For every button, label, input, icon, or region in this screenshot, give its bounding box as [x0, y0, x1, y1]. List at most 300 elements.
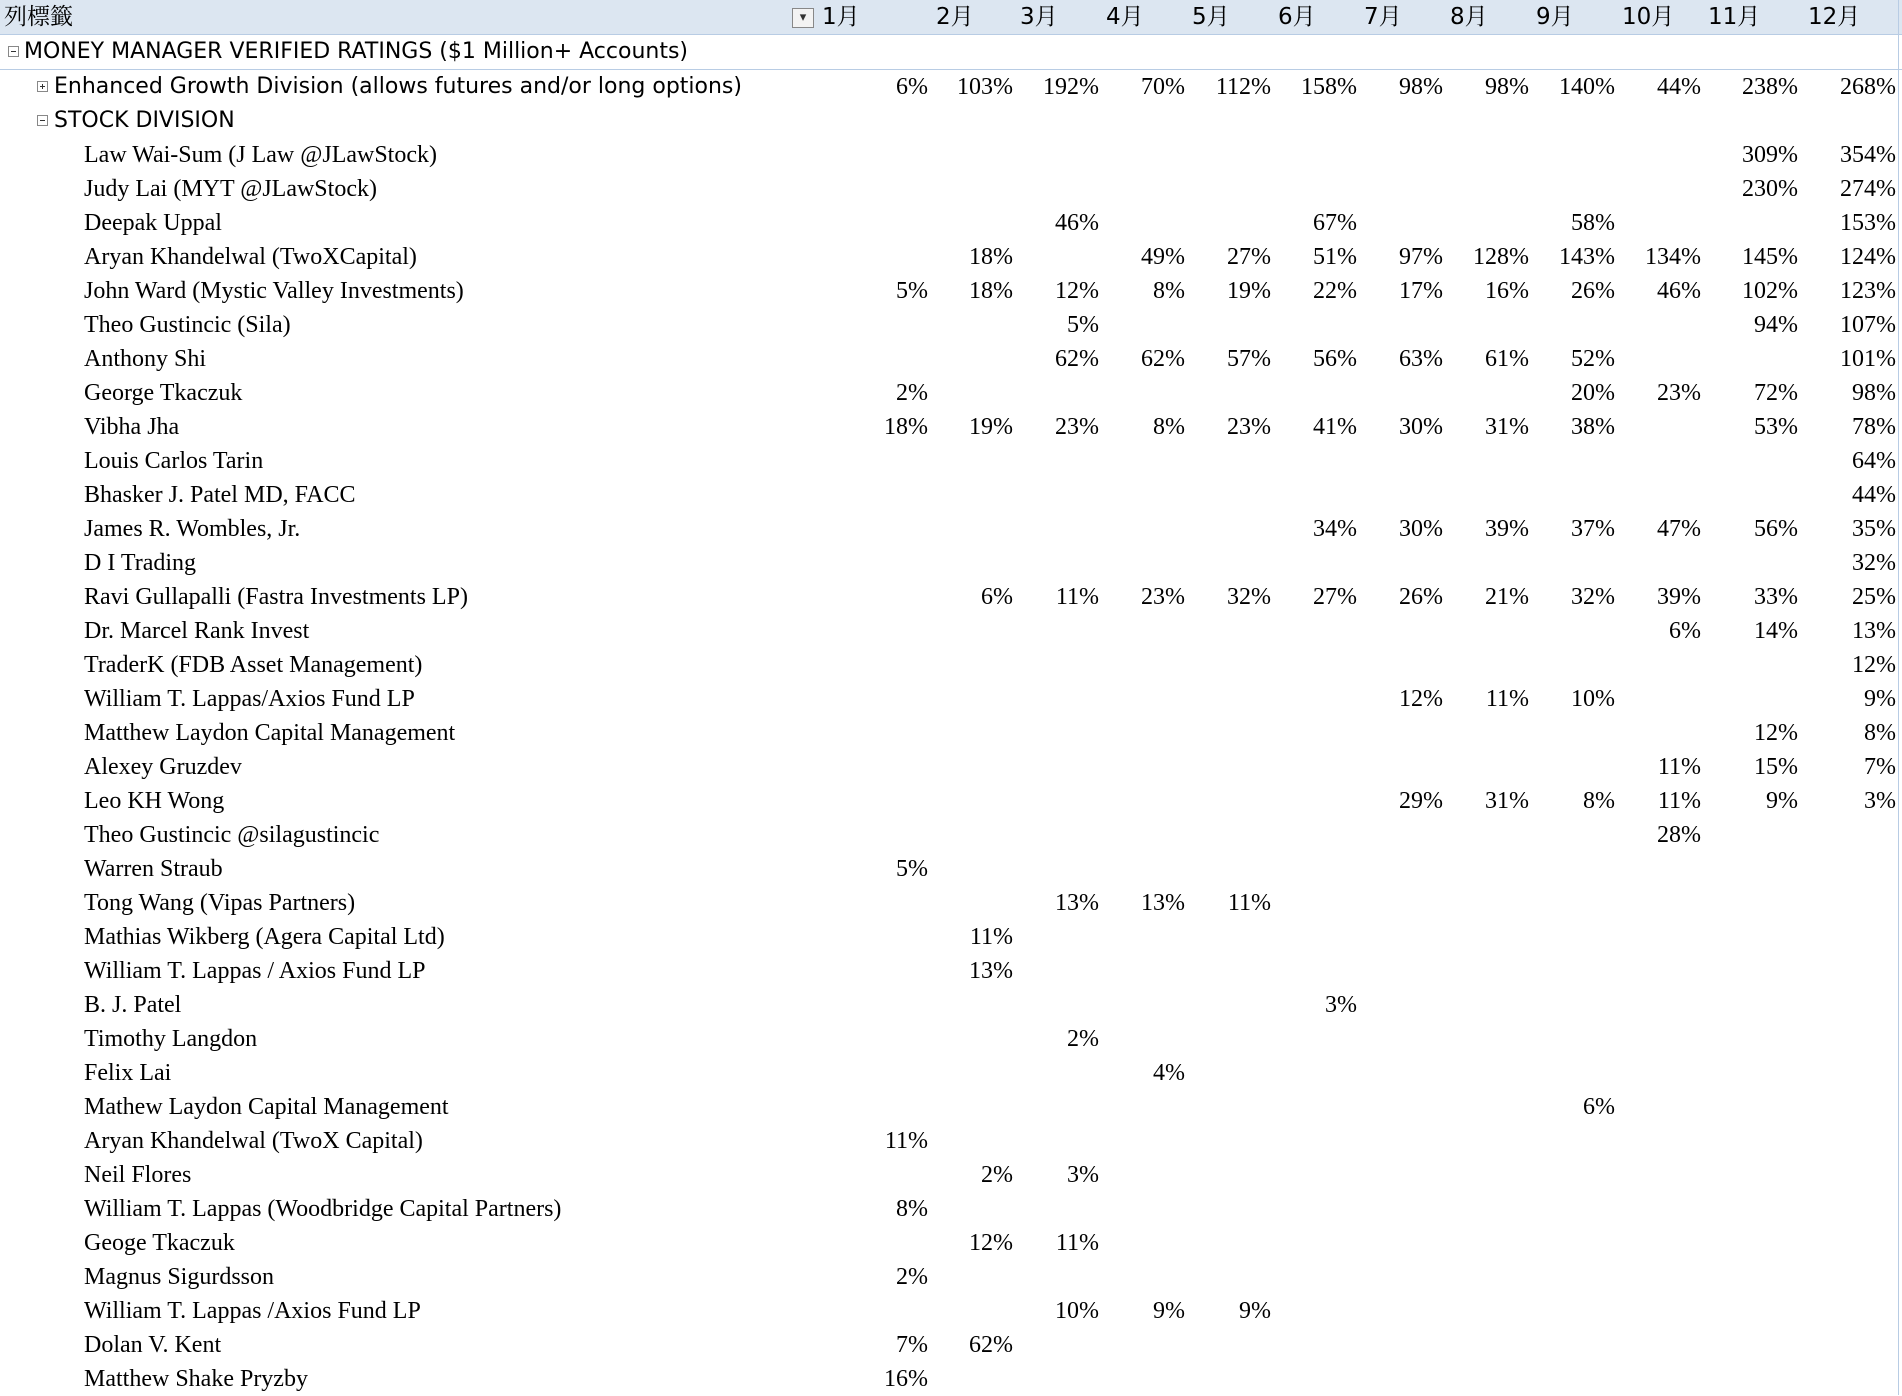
- value-cell[interactable]: [1101, 444, 1185, 478]
- value-cell[interactable]: 34%: [1313, 516, 1357, 542]
- value-cell[interactable]: [1359, 1294, 1443, 1328]
- value-cell[interactable]: [1273, 1226, 1357, 1260]
- value-cell[interactable]: [1015, 784, 1099, 818]
- value-cell[interactable]: [929, 444, 1013, 478]
- value-cell[interactable]: [1101, 546, 1185, 580]
- value-cell[interactable]: [1714, 1022, 1798, 1056]
- value-cell[interactable]: [844, 818, 928, 852]
- value-cell[interactable]: [1617, 1124, 1701, 1158]
- value-cell[interactable]: [1101, 1328, 1185, 1362]
- value-cell[interactable]: [1531, 818, 1615, 852]
- value-cell[interactable]: [1015, 1056, 1099, 1090]
- value-cell[interactable]: [1273, 818, 1357, 852]
- value-cell[interactable]: [1273, 954, 1357, 988]
- value-cell[interactable]: 19%: [969, 414, 1013, 440]
- value-cell[interactable]: 23%: [1657, 380, 1701, 406]
- value-cell[interactable]: [929, 172, 1013, 206]
- value-cell[interactable]: 16%: [884, 1366, 928, 1392]
- value-cell[interactable]: 12%: [1399, 686, 1443, 712]
- value-cell[interactable]: 41%: [1313, 414, 1357, 440]
- value-cell[interactable]: [844, 240, 928, 274]
- value-cell[interactable]: [1445, 648, 1529, 682]
- value-cell[interactable]: [1359, 1124, 1443, 1158]
- value-cell[interactable]: [1101, 376, 1185, 410]
- value-cell[interactable]: [1101, 716, 1185, 750]
- value-cell[interactable]: 38%: [1571, 414, 1615, 440]
- value-cell[interactable]: [1359, 1090, 1443, 1124]
- value-cell[interactable]: 13%: [1852, 618, 1896, 644]
- value-cell[interactable]: [1101, 138, 1185, 172]
- value-cell[interactable]: [1812, 886, 1896, 920]
- value-cell[interactable]: 2%: [981, 1162, 1013, 1188]
- value-cell[interactable]: [1617, 716, 1701, 750]
- value-cell[interactable]: [1273, 444, 1357, 478]
- value-cell[interactable]: [1531, 1362, 1615, 1396]
- value-cell[interactable]: [1101, 1226, 1185, 1260]
- value-cell[interactable]: [1015, 818, 1099, 852]
- value-cell[interactable]: [1101, 1090, 1185, 1124]
- value-cell[interactable]: [1273, 308, 1357, 342]
- value-cell[interactable]: [1445, 1124, 1529, 1158]
- value-cell[interactable]: [1531, 716, 1615, 750]
- value-cell[interactable]: [1015, 1362, 1099, 1396]
- value-cell[interactable]: [1812, 1022, 1896, 1056]
- value-cell[interactable]: 4%: [1153, 1060, 1185, 1086]
- value-cell[interactable]: [1617, 546, 1701, 580]
- value-cell[interactable]: [1187, 512, 1271, 546]
- value-cell[interactable]: [1359, 954, 1443, 988]
- value-cell[interactable]: [929, 784, 1013, 818]
- value-cell[interactable]: [1617, 886, 1701, 920]
- value-cell[interactable]: [929, 308, 1013, 342]
- value-cell[interactable]: [844, 172, 928, 206]
- value-cell[interactable]: 11%: [969, 924, 1013, 950]
- value-cell[interactable]: 13%: [969, 958, 1013, 984]
- value-cell[interactable]: 5%: [896, 856, 928, 882]
- value-cell[interactable]: [1359, 988, 1443, 1022]
- value-cell[interactable]: 140%: [1559, 74, 1615, 100]
- value-cell[interactable]: 3%: [1325, 992, 1357, 1018]
- value-cell[interactable]: [1531, 478, 1615, 512]
- value-cell[interactable]: [1812, 1056, 1896, 1090]
- value-cell[interactable]: [844, 512, 928, 546]
- value-cell[interactable]: 8%: [1583, 788, 1615, 814]
- value-cell[interactable]: [1273, 682, 1357, 716]
- value-cell[interactable]: [1617, 1158, 1701, 1192]
- value-cell[interactable]: 6%: [1669, 618, 1701, 644]
- value-cell[interactable]: 9%: [1766, 788, 1798, 814]
- value-cell[interactable]: [844, 1158, 928, 1192]
- value-cell[interactable]: [1359, 750, 1443, 784]
- value-cell[interactable]: 143%: [1559, 244, 1615, 270]
- value-cell[interactable]: [1714, 206, 1798, 240]
- value-cell[interactable]: [1617, 206, 1701, 240]
- value-cell[interactable]: [1273, 1192, 1357, 1226]
- month-header-2[interactable]: 2月: [936, 4, 974, 30]
- value-cell[interactable]: 6%: [1583, 1094, 1615, 1120]
- value-cell[interactable]: [1445, 886, 1529, 920]
- value-cell[interactable]: 33%: [1754, 584, 1798, 610]
- value-cell[interactable]: [1617, 920, 1701, 954]
- value-cell[interactable]: [1445, 1192, 1529, 1226]
- value-cell[interactable]: [1273, 1294, 1357, 1328]
- value-cell[interactable]: 30%: [1399, 414, 1443, 440]
- value-cell[interactable]: [844, 886, 928, 920]
- value-cell[interactable]: [1531, 852, 1615, 886]
- value-cell[interactable]: [1273, 716, 1357, 750]
- value-cell[interactable]: 98%: [1399, 74, 1443, 100]
- value-cell[interactable]: [1617, 1226, 1701, 1260]
- value-cell[interactable]: 16%: [1485, 278, 1529, 304]
- value-cell[interactable]: [1015, 920, 1099, 954]
- value-cell[interactable]: [929, 1192, 1013, 1226]
- value-cell[interactable]: [1273, 546, 1357, 580]
- value-cell[interactable]: [1445, 478, 1529, 512]
- value-cell[interactable]: [1359, 818, 1443, 852]
- value-cell[interactable]: 11%: [884, 1128, 928, 1154]
- value-cell[interactable]: [1445, 308, 1529, 342]
- value-cell[interactable]: 17%: [1399, 278, 1443, 304]
- value-cell[interactable]: [1812, 954, 1896, 988]
- value-cell[interactable]: [1531, 546, 1615, 580]
- value-cell[interactable]: [844, 716, 928, 750]
- value-cell[interactable]: [929, 1294, 1013, 1328]
- value-cell[interactable]: 11%: [1657, 788, 1701, 814]
- value-cell[interactable]: [1359, 920, 1443, 954]
- value-cell[interactable]: [1101, 784, 1185, 818]
- value-cell[interactable]: [1714, 1328, 1798, 1362]
- value-cell[interactable]: [1714, 444, 1798, 478]
- value-cell[interactable]: [1617, 1056, 1701, 1090]
- expand-toggle-icon[interactable]: [37, 81, 48, 92]
- value-cell[interactable]: [1812, 1090, 1896, 1124]
- value-cell[interactable]: [1015, 478, 1099, 512]
- value-cell[interactable]: [1714, 1226, 1798, 1260]
- value-cell[interactable]: [1445, 852, 1529, 886]
- value-cell[interactable]: 70%: [1141, 74, 1185, 100]
- value-cell[interactable]: [1531, 1192, 1615, 1226]
- value-cell[interactable]: [1617, 444, 1701, 478]
- value-cell[interactable]: [1359, 648, 1443, 682]
- value-cell[interactable]: [1812, 1294, 1896, 1328]
- value-cell[interactable]: 124%: [1840, 244, 1896, 270]
- value-cell[interactable]: 58%: [1571, 210, 1615, 236]
- value-cell[interactable]: 11%: [1485, 686, 1529, 712]
- value-cell[interactable]: 101%: [1840, 346, 1896, 372]
- value-cell[interactable]: 30%: [1399, 516, 1443, 542]
- value-cell[interactable]: 72%: [1754, 380, 1798, 406]
- value-cell[interactable]: [1101, 1158, 1185, 1192]
- value-cell[interactable]: 12%: [1754, 720, 1798, 746]
- value-cell[interactable]: [1187, 308, 1271, 342]
- value-cell[interactable]: [1273, 1328, 1357, 1362]
- value-cell[interactable]: 23%: [1141, 584, 1185, 610]
- value-cell[interactable]: [1445, 1328, 1529, 1362]
- value-cell[interactable]: [1714, 1158, 1798, 1192]
- value-cell[interactable]: [844, 920, 928, 954]
- value-cell[interactable]: [929, 512, 1013, 546]
- value-cell[interactable]: 274%: [1840, 176, 1896, 202]
- value-cell[interactable]: [1531, 444, 1615, 478]
- value-cell[interactable]: [1273, 478, 1357, 512]
- value-cell[interactable]: [929, 342, 1013, 376]
- value-cell[interactable]: [1359, 716, 1443, 750]
- value-cell[interactable]: [1187, 852, 1271, 886]
- value-cell[interactable]: 18%: [969, 244, 1013, 270]
- value-cell[interactable]: [1187, 1124, 1271, 1158]
- value-cell[interactable]: [1714, 988, 1798, 1022]
- month-header-9[interactable]: 9月: [1536, 4, 1574, 30]
- value-cell[interactable]: [1101, 614, 1185, 648]
- value-cell[interactable]: 7%: [896, 1332, 928, 1358]
- value-cell[interactable]: [1714, 1260, 1798, 1294]
- value-cell[interactable]: [1187, 1158, 1271, 1192]
- value-cell[interactable]: 56%: [1313, 346, 1357, 372]
- value-cell[interactable]: [1273, 376, 1357, 410]
- value-cell[interactable]: 97%: [1399, 244, 1443, 270]
- value-cell[interactable]: [1273, 852, 1357, 886]
- value-cell[interactable]: [1445, 546, 1529, 580]
- value-cell[interactable]: [1187, 954, 1271, 988]
- value-cell[interactable]: 21%: [1485, 584, 1529, 610]
- value-cell[interactable]: [1273, 1124, 1357, 1158]
- value-cell[interactable]: 3%: [1864, 788, 1896, 814]
- value-cell[interactable]: 9%: [1239, 1298, 1271, 1324]
- value-cell[interactable]: [1445, 1226, 1529, 1260]
- value-cell[interactable]: [1101, 206, 1185, 240]
- value-cell[interactable]: 10%: [1571, 686, 1615, 712]
- value-cell[interactable]: 12%: [1852, 652, 1896, 678]
- value-cell[interactable]: 32%: [1227, 584, 1271, 610]
- value-cell[interactable]: [1445, 206, 1529, 240]
- value-cell[interactable]: [1531, 308, 1615, 342]
- value-cell[interactable]: [1101, 750, 1185, 784]
- value-cell[interactable]: [1101, 682, 1185, 716]
- value-cell[interactable]: [929, 852, 1013, 886]
- value-cell[interactable]: [1273, 172, 1357, 206]
- value-cell[interactable]: 134%: [1645, 244, 1701, 270]
- value-cell[interactable]: [1617, 138, 1701, 172]
- value-cell[interactable]: [1445, 954, 1529, 988]
- value-cell[interactable]: [1359, 478, 1443, 512]
- value-cell[interactable]: 10%: [1055, 1298, 1099, 1324]
- value-cell[interactable]: 47%: [1657, 516, 1701, 542]
- value-cell[interactable]: [1445, 1158, 1529, 1192]
- value-cell[interactable]: [1714, 342, 1798, 376]
- value-cell[interactable]: [844, 138, 928, 172]
- value-cell[interactable]: [929, 886, 1013, 920]
- value-cell[interactable]: [929, 988, 1013, 1022]
- value-cell[interactable]: [929, 682, 1013, 716]
- value-cell[interactable]: [1359, 1022, 1443, 1056]
- value-cell[interactable]: [1445, 614, 1529, 648]
- value-cell[interactable]: [1617, 988, 1701, 1022]
- value-cell[interactable]: [1714, 1056, 1798, 1090]
- value-cell[interactable]: 94%: [1754, 312, 1798, 338]
- value-cell[interactable]: 3%: [1067, 1162, 1099, 1188]
- value-cell[interactable]: [1531, 954, 1615, 988]
- value-cell[interactable]: 20%: [1571, 380, 1615, 406]
- value-cell[interactable]: [844, 308, 928, 342]
- value-cell[interactable]: 158%: [1301, 74, 1357, 100]
- value-cell[interactable]: 27%: [1313, 584, 1357, 610]
- value-cell[interactable]: 44%: [1657, 74, 1701, 100]
- value-cell[interactable]: 53%: [1754, 414, 1798, 440]
- value-cell[interactable]: 14%: [1754, 618, 1798, 644]
- value-cell[interactable]: 62%: [1141, 346, 1185, 372]
- month-header-3[interactable]: 3月: [1020, 4, 1058, 30]
- value-cell[interactable]: [844, 682, 928, 716]
- value-cell[interactable]: [1531, 1022, 1615, 1056]
- value-cell[interactable]: [1187, 138, 1271, 172]
- value-cell[interactable]: [1531, 1328, 1615, 1362]
- value-cell[interactable]: [1714, 818, 1798, 852]
- value-cell[interactable]: 238%: [1742, 74, 1798, 100]
- value-cell[interactable]: 11%: [1657, 754, 1701, 780]
- value-cell[interactable]: 67%: [1313, 210, 1357, 236]
- value-cell[interactable]: 61%: [1485, 346, 1529, 372]
- value-cell[interactable]: 27%: [1227, 244, 1271, 270]
- value-cell[interactable]: 52%: [1571, 346, 1615, 372]
- value-cell[interactable]: 39%: [1657, 584, 1701, 610]
- value-cell[interactable]: [1445, 1260, 1529, 1294]
- value-cell[interactable]: [1187, 478, 1271, 512]
- value-cell[interactable]: [1359, 206, 1443, 240]
- value-cell[interactable]: [844, 988, 928, 1022]
- value-cell[interactable]: [929, 716, 1013, 750]
- value-cell[interactable]: [1617, 1192, 1701, 1226]
- value-cell[interactable]: [1531, 1124, 1615, 1158]
- value-cell[interactable]: 62%: [969, 1332, 1013, 1358]
- sort-filter-icon[interactable]: ▾: [792, 8, 814, 28]
- month-header-7[interactable]: 7月: [1364, 4, 1402, 30]
- value-cell[interactable]: [1187, 784, 1271, 818]
- value-cell[interactable]: [1812, 852, 1896, 886]
- value-cell[interactable]: 354%: [1840, 142, 1896, 168]
- value-cell[interactable]: 25%: [1852, 584, 1896, 610]
- value-cell[interactable]: [1531, 1260, 1615, 1294]
- value-cell[interactable]: [929, 750, 1013, 784]
- value-cell[interactable]: [1015, 988, 1099, 1022]
- value-cell[interactable]: [1015, 138, 1099, 172]
- value-cell[interactable]: [1273, 920, 1357, 954]
- value-cell[interactable]: [929, 648, 1013, 682]
- value-cell[interactable]: [1101, 172, 1185, 206]
- value-cell[interactable]: [1812, 988, 1896, 1022]
- value-cell[interactable]: [844, 478, 928, 512]
- value-cell[interactable]: [1714, 1124, 1798, 1158]
- value-cell[interactable]: [1531, 1056, 1615, 1090]
- value-cell[interactable]: [1187, 1260, 1271, 1294]
- value-cell[interactable]: 9%: [1153, 1298, 1185, 1324]
- value-cell[interactable]: [1187, 1090, 1271, 1124]
- value-cell[interactable]: [1015, 682, 1099, 716]
- value-cell[interactable]: 5%: [1067, 312, 1099, 338]
- value-cell[interactable]: 107%: [1840, 312, 1896, 338]
- value-cell[interactable]: [1273, 1090, 1357, 1124]
- value-cell[interactable]: [1359, 852, 1443, 886]
- value-cell[interactable]: [1617, 1260, 1701, 1294]
- value-cell[interactable]: [844, 954, 928, 988]
- value-cell[interactable]: [1101, 1362, 1185, 1396]
- value-cell[interactable]: [1617, 1362, 1701, 1396]
- value-cell[interactable]: [1273, 648, 1357, 682]
- value-cell[interactable]: [1273, 138, 1357, 172]
- value-cell[interactable]: [1273, 1056, 1357, 1090]
- value-cell[interactable]: [1187, 546, 1271, 580]
- value-cell[interactable]: [1445, 716, 1529, 750]
- value-cell[interactable]: [1617, 1294, 1701, 1328]
- value-cell[interactable]: 153%: [1840, 210, 1896, 236]
- value-cell[interactable]: 5%: [896, 278, 928, 304]
- value-cell[interactable]: 123%: [1840, 278, 1896, 304]
- value-cell[interactable]: [1015, 1124, 1099, 1158]
- value-cell[interactable]: [1101, 954, 1185, 988]
- value-cell[interactable]: [1015, 1192, 1099, 1226]
- value-cell[interactable]: 98%: [1852, 380, 1896, 406]
- value-cell[interactable]: [1359, 1192, 1443, 1226]
- value-cell[interactable]: 192%: [1043, 74, 1099, 100]
- value-cell[interactable]: 23%: [1055, 414, 1099, 440]
- value-cell[interactable]: [1015, 512, 1099, 546]
- value-cell[interactable]: [1812, 1328, 1896, 1362]
- value-cell[interactable]: [1015, 240, 1099, 274]
- value-cell[interactable]: 62%: [1055, 346, 1099, 372]
- month-header-12[interactable]: 12月: [1808, 4, 1861, 30]
- value-cell[interactable]: [1617, 1022, 1701, 1056]
- value-cell[interactable]: [929, 138, 1013, 172]
- value-cell[interactable]: [844, 546, 928, 580]
- value-cell[interactable]: [1359, 1226, 1443, 1260]
- value-cell[interactable]: [1714, 1090, 1798, 1124]
- value-cell[interactable]: 39%: [1485, 516, 1529, 542]
- value-cell[interactable]: 6%: [896, 74, 928, 100]
- value-cell[interactable]: [929, 1260, 1013, 1294]
- value-cell[interactable]: [929, 206, 1013, 240]
- value-cell[interactable]: [1187, 444, 1271, 478]
- value-cell[interactable]: [1359, 546, 1443, 580]
- value-cell[interactable]: [1359, 1328, 1443, 1362]
- value-cell[interactable]: [1714, 1362, 1798, 1396]
- value-cell[interactable]: [1187, 614, 1271, 648]
- value-cell[interactable]: [1531, 648, 1615, 682]
- value-cell[interactable]: [1531, 886, 1615, 920]
- value-cell[interactable]: 44%: [1852, 482, 1896, 508]
- value-cell[interactable]: 19%: [1227, 278, 1271, 304]
- value-cell[interactable]: [1187, 716, 1271, 750]
- value-cell[interactable]: 18%: [884, 414, 928, 440]
- value-cell[interactable]: 13%: [1141, 890, 1185, 916]
- value-cell[interactable]: [1015, 1260, 1099, 1294]
- value-cell[interactable]: [1359, 444, 1443, 478]
- value-cell[interactable]: [929, 614, 1013, 648]
- value-cell[interactable]: 31%: [1485, 414, 1529, 440]
- value-cell[interactable]: [1714, 682, 1798, 716]
- value-cell[interactable]: [1714, 954, 1798, 988]
- value-cell[interactable]: 46%: [1657, 278, 1701, 304]
- value-cell[interactable]: 9%: [1864, 686, 1896, 712]
- value-cell[interactable]: [844, 342, 928, 376]
- value-cell[interactable]: 2%: [896, 380, 928, 406]
- value-cell[interactable]: [1531, 1158, 1615, 1192]
- value-cell[interactable]: [1812, 1124, 1896, 1158]
- value-cell[interactable]: [1015, 648, 1099, 682]
- value-cell[interactable]: [1445, 988, 1529, 1022]
- value-cell[interactable]: [844, 784, 928, 818]
- value-cell[interactable]: 28%: [1657, 822, 1701, 848]
- value-cell[interactable]: 26%: [1571, 278, 1615, 304]
- value-cell[interactable]: [1812, 1192, 1896, 1226]
